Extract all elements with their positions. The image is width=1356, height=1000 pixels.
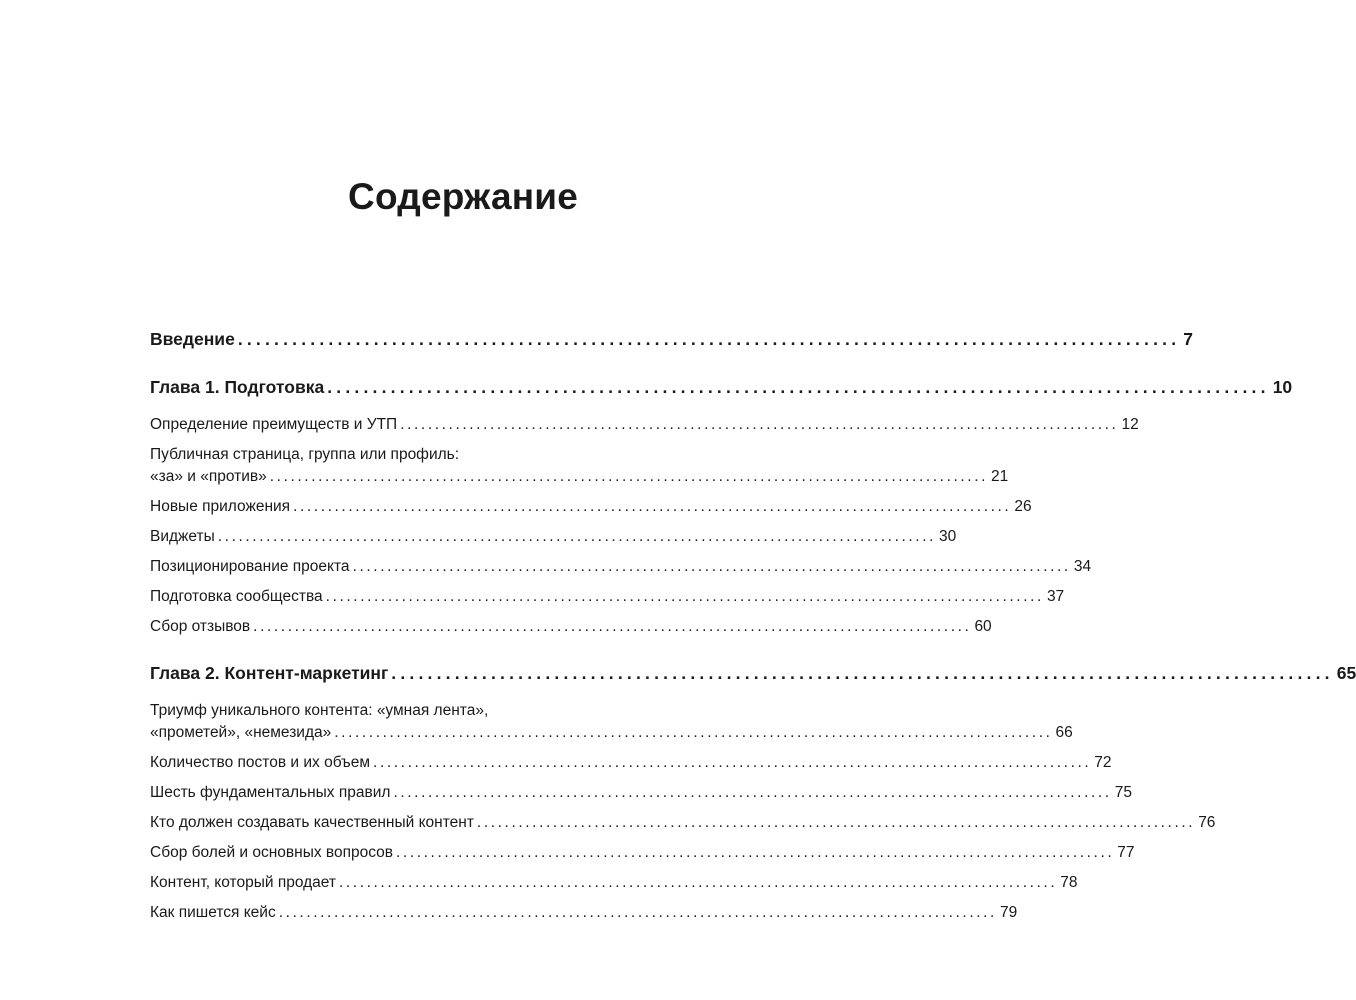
leader-dots: ........................................................................................................ [237,329,1181,349]
toc-entry-label: Кто должен создавать качественный контент [150,814,474,831]
leader-dots: ........................................................................................................ [338,874,1058,891]
table-of-contents [150,326,1356,924]
toc-entry[interactable] [150,752,1112,774]
toc-entry[interactable] [150,700,1073,744]
toc-entry-label: Шесть фундаментальных правил [150,784,391,801]
toc-chapter-1[interactable] [150,374,1293,400]
leader-dots: ........................................................................................................ [391,663,1334,683]
toc-entry-label: Контент, который продает [150,874,336,891]
toc-entry-page: 77 [1117,844,1135,861]
toc-entry-page: 10 [1272,377,1293,397]
leader-dots: ........................................................................................................ [293,498,1012,515]
leader-dots: ........................................................................................................ [325,588,1044,605]
toc-entry-page: 26 [1014,498,1032,515]
toc-entry-label: Новые приложения [150,498,291,515]
toc-entry-page: 21 [991,468,1009,485]
leader-dots: ........................................................................................................ [393,784,1112,801]
leader-dots: ........................................................................................................ [278,904,997,921]
toc-entry[interactable] [150,902,1018,924]
toc-entry[interactable] [150,842,1135,864]
toc-entry-page: 79 [999,904,1018,921]
toc-entry[interactable] [150,872,1078,894]
toc-entry[interactable] [150,556,1092,578]
toc-entry-page: 72 [1094,754,1112,771]
toc-entry-page: 60 [974,618,992,635]
toc-entry-page: 12 [1121,416,1139,433]
toc-entry-label: Глава 1. Подготовка [150,377,325,397]
leader-dots: ........................................................................................................ [400,416,1119,433]
toc-entry-page: 66 [1055,724,1073,741]
toc-entry-page: 78 [1060,874,1078,891]
leader-dots: ........................................................................................................ [334,724,1053,741]
toc-entry-page: 65 [1336,663,1356,683]
leader-dots: ........................................................................................................ [352,558,1071,575]
toc-entry[interactable] [150,526,957,548]
toc-entry-label: Введение [150,329,235,349]
toc-entry-label: Сбор болей и основных вопросов [150,844,394,861]
toc-entry[interactable] [150,616,992,638]
toc-entry-page: 34 [1073,558,1092,575]
toc-entry[interactable] [150,782,1132,804]
toc-entry-label-line1: Публичная страница, группа или профиль: [150,446,460,463]
leader-dots: ........................................................................................................ [373,754,1092,771]
toc-entry-label: Количество постов и их объем [150,754,371,771]
leader-dots: ........................................................................................................ [476,814,1196,831]
leader-dots: ........................................................................................................ [253,618,972,635]
toc-entry-label: «прометей», «немезида» [150,724,332,741]
toc-entry-label: Сбор отзывов [150,618,251,635]
toc-entry-page: 7 [1183,329,1194,349]
leader-dots: ........................................................................................................ [327,377,1270,397]
toc-entry-label: Позиционирование проекта [150,558,350,575]
toc-entry[interactable] [150,812,1216,834]
leader-dots: ........................................................................................................ [396,844,1115,861]
page-title: Содержание [348,176,578,217]
toc-entry-page: 76 [1198,814,1216,831]
toc-entry-label: Определение преимуществ и УТП [150,416,398,433]
toc-entry[interactable] [150,496,1032,518]
toc-entry-label: Как пишется кейс [150,904,276,921]
leader-dots: ........................................................................................................ [217,528,937,545]
leader-dots: ........................................................................................................ [269,468,989,485]
toc-entry-label: Подготовка сообщества [150,588,323,605]
toc-entry-label: Виджеты [150,528,215,545]
toc-entry[interactable] [150,444,1009,488]
toc-entry-page: 75 [1114,784,1132,801]
toc-entry-intro[interactable] [150,326,1194,352]
toc-entry-label: «за» и «против» [150,468,267,485]
toc-entry-page: 30 [939,528,957,545]
toc-chapter-2[interactable] [150,660,1356,686]
toc-entry[interactable] [150,414,1139,436]
toc-entry-label-line1: Триумф уникального контента: «умная лента», [150,702,489,719]
toc-entry-label: Глава 2. Контент-маркетинг [150,663,389,683]
toc-entry[interactable] [150,586,1065,608]
toc-entry-page: 37 [1046,588,1065,605]
